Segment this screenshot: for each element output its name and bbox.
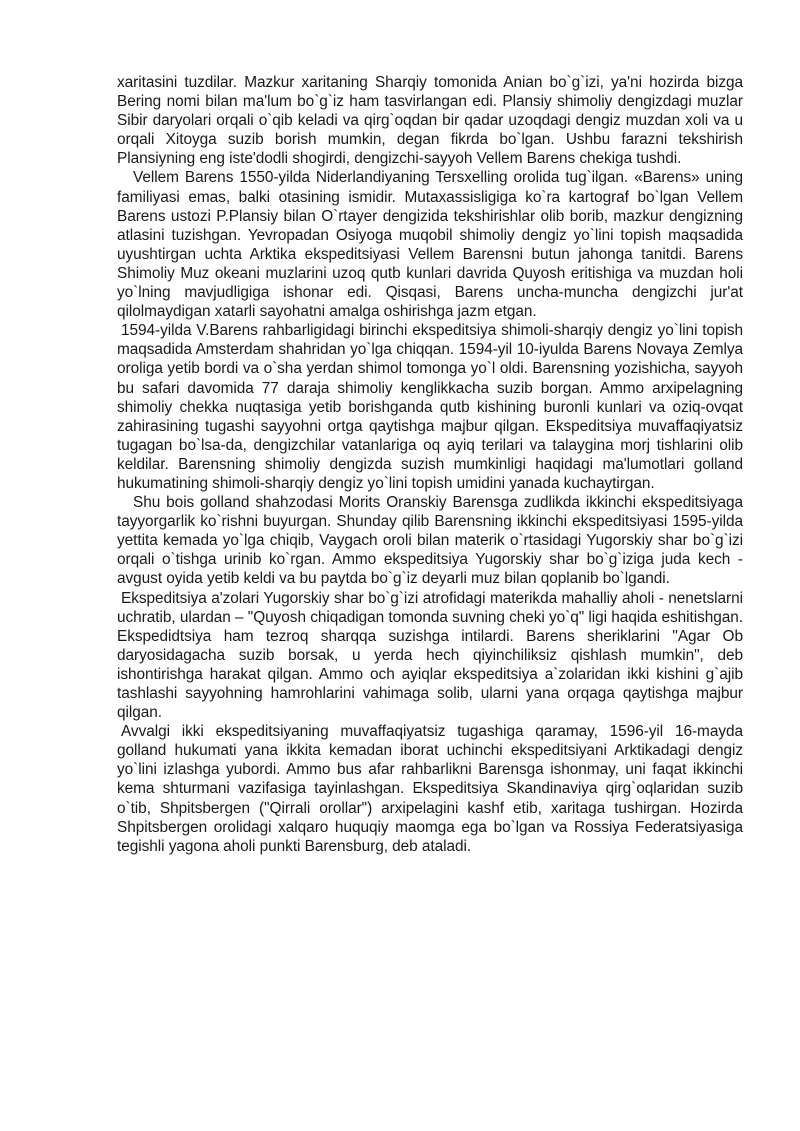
document-page <box>117 73 743 856</box>
paragraph-expedition-members: Ekspeditsiya a'zolari Yugorskiy shar bo`g`izi atrofidagi materikda mahalliy aholi - nenetslarni uchratib, ulardan – "Quyosh chiqadigan tomonda suvning cheki yo`q" ligi haqida eshitishgan. Ekspedidtsiya ham tezroq sharqqa suzishga intilardi. Barens sheriklarini "Agar Ob daryosidagacha suzib borsak, u yerda hech qiyinchiliksiz qishlash mumkin", deb ishontirishga harakat qilgan. Ammo och ayiqlar ekspeditsiya a`zolaridan ikki kishini g`ajib tashlashi sayyohning hamrohlarini vahimaga solib, ularni yana orqaga qaytishga majbur qilgan. <box>117 589 743 722</box>
paragraph-barens-biography: Vellem Barens 1550-yilda Niderlandiyaning Tersxelling orolida tug`ilgan. «Barens» uning familiyasi emas, balki otasining ismidir. Mutaxassisligiga ko`ra kartograf bo`lgan Vellem Barens ustozi P.Plansiy bilan O`rtayer dengizida tekshirishlar olib borib, mazkur dengizning atlasini tuzishgan. Yevropadan Osiyoga muqobil shimoliy dengiz yo`lini topish maqsadida uyushtirgan uchta Arktika ekspeditsiyasi Vellem Barensni butun jahonga tanitdi. Barens Shimoliy Muz okeani muzlarini uzoq qutb kunlari davrida Quyosh eritishiga va muzdan holi yo`lning mavjudligiga ishonar edi. Qisqasi, Barens uncha-muncha dengizchi jur'at qilolmaydigan xatarli sayohatni amalga oshirishga jazm etgan. <box>117 169 743 321</box>
paragraph-second-expedition: Shu bois golland shahzodasi Morits Oranskiy Barensga zudlikda ikkinchi ekspeditsiyaga tayyorgarlik ko`rishni buyurgan. Shunday qilib Barensning ikkinchi ekspeditsiyasi 1595-yilda yettita kemada yo`lga chiqib, Vaygach oroli bilan materik o`rtasidagi Yugorskiy shar bo`g`izi orqali o`tishga urinib ko`rgan. Ammo ekspeditsiya Yugorskiy shar bo`g`iziga juda kech - avgust oyida yetib keldi va bu paytda bo`g`iz deyarli muz bilan qoplanib bo`lgandi. <box>117 494 743 588</box>
paragraph-third-expedition: Avvalgi ikki ekspeditsiyaning muvaffaqiyatsiz tugashiga qaramay, 1596-yil 16-mayda golland hukumati yana ikkita kemadan iborat uchinchi ekspeditsiyani Arktikadagi dengiz yo`lini izlashga yubordi. Ammo bus afar rahbarlikni Barensga ishonmay, uni faqat ikkinchi kema shturmani vazifasiga tayinlashgan. Ekspeditsiya Skandinaviya qirg`oqlaridan suzib o`tib, Shpitsbergen ("Qirrali orollar") arxipelagini kashf etib, xaritaga tushirgan. Hozirda Shpitsbergen orolidagi xalqaro huquqiy maomga ega bo`lgan va Rossiya Federatsiyasiga tegishli yagona aholi punkti Barensburg, deb ataladi. <box>117 723 743 855</box>
paragraph-first-expedition: 1594-yilda V.Barens rahbarligidagi birinchi ekspeditsiya shimoli-sharqiy dengiz yo`lini topish maqsadida Amsterdam shahridan yo`lga chiqqan. 1594-yil 10-iyulda Barens Novaya Zemlya oroliga yetib bordi va o`sha yerdan shimol tomonga yo`l oldi. Barensning yozishicha, sayyoh bu safari davomida 77 daraja shimoliy kenglikkacha suzib borgan. Ammo arxipelagning shimoliy chekka nuqtasiga yetib borishganda qutb kishining buronli kunlari va oziq-ovqat zahirasining tugashi sayyohni ortga qaytishga majbur qilgan. Ekspeditsiya muvaffaqiyatsiz tugagan bo`lsa-da, dengizchilar vatanlariga oq ayiq terilari va talaygina morj tishlarini olib keldilar. Barensning shimoliy dengizda suzish mumkinligi haqidagi ma'lumotlari golland hukumatining shimoli-sharqiy dengiz yo`lini topish umidini yanada kuchaytirgan. <box>117 322 743 492</box>
paragraph-intro: xaritasini tuzdilar. Mazkur xaritaning Sharqiy tomonida Anian bo`g`izi, ya'ni hozirda bizga Bering nomi bilan ma'lum bo`g`iz ham tasvirlangan edi. Plansiy shimoliy dengizdagi muzlar Sibir daryolari orqali o`qib keladi va qirg`oqdan bir qadar uzoqdagi dengiz muzdan xoli va u orqali Xitoyga suzib borish mumkin, degan fikrda bo`lgan. Ushbu farazni tekshirish Plansiyning eng iste'dodli shogirdi, dengizchi-sayyoh Vellem Barens chekiga tushdi. <box>117 74 743 168</box>
